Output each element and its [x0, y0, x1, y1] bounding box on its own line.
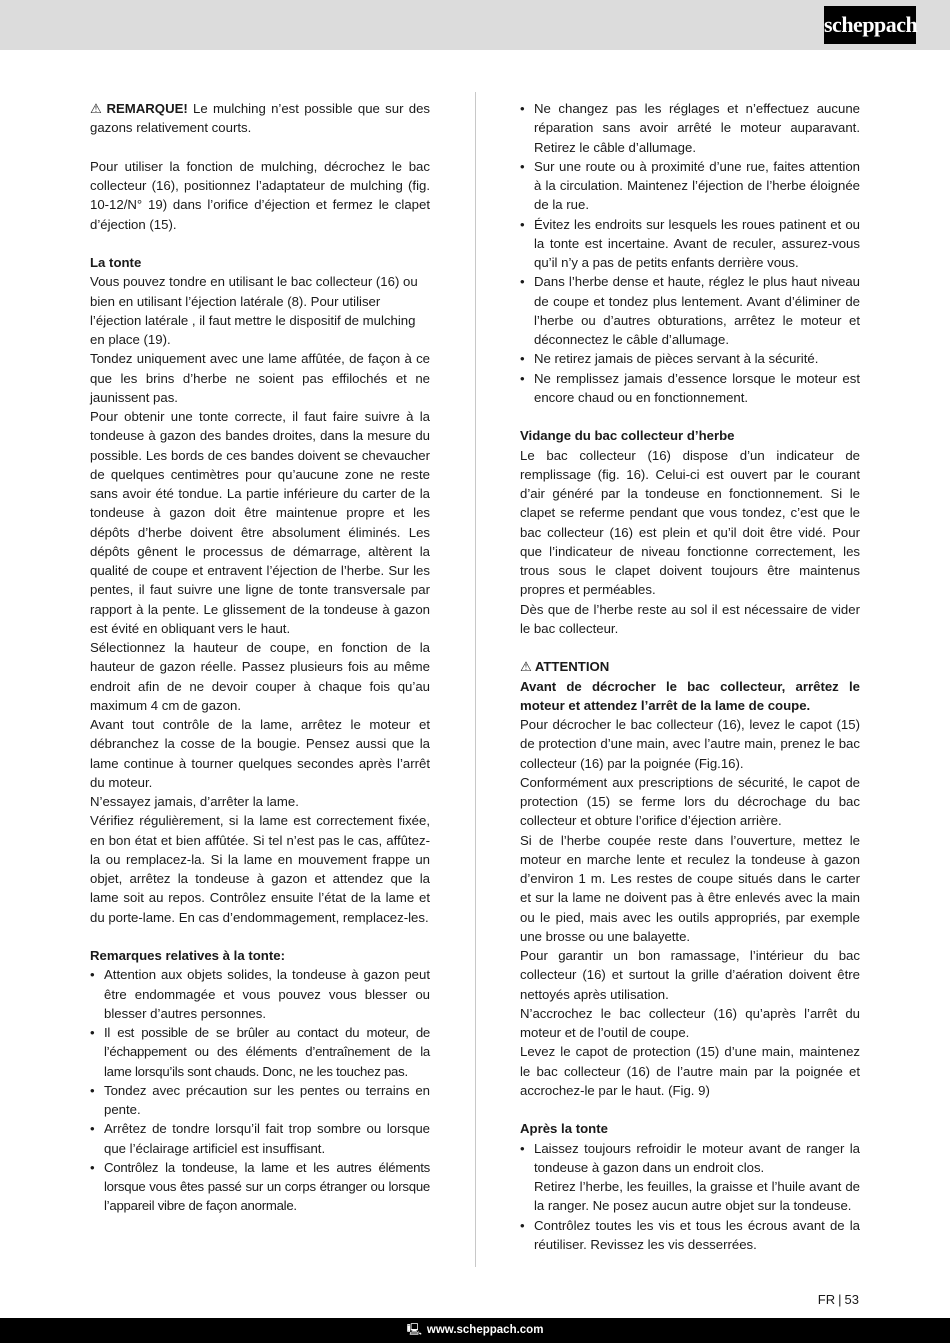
list-item: • Ne changez pas les réglages et n’effectuez aucune réparation sans avoir arrêté le moteur auparavant. Retirez le câble d’allumage.: [520, 99, 860, 157]
remarque-label: REMARQUE!: [106, 101, 188, 116]
attention-paragraph: Levez le capot de protection (15) d’une main, maintenez le bac collecteur (16) de l’autre main par la poignée et accrochez-le par le haut. (Fig. 9): [520, 1044, 860, 1098]
list-item: • Ne retirez jamais de pièces servant à la sécurité.: [520, 349, 860, 368]
left-column: [90, 99, 430, 1216]
attention-paragraph: Conformément aux prescriptions de sécurité, le capot de protection (15) se ferme lors du décrochage du bac collecteur et obture l’orifice d’éjection arrière.: [520, 774, 860, 829]
attention-paragraph: Si de l’herbe coupée reste dans l’ouverture, mettez le moteur en marche lente et reculez la tondeuse à gazon d’environ 1 m. Les restes de coupe situés dans le carter et sur la lame ne doivent pas à être enlevés avec la main ou le pied, mais avec les outils appropriés, par exemple une brosse ou une balayette.: [520, 832, 860, 944]
tonte-paragraph: Vous pouvez tondre en utilisant le bac collecteur (16) ou bien en utilisant l’éjection latérale (8). Pour utiliser l’éjection latérale , il faut mettre le dispositif de mulching en place (19).: [90, 274, 418, 347]
tonte-paragraph: Sélectionnez la hauteur de coupe, en fonction de la hauteur de gazon réelle. Passez plusieurs fois au même endroit afin de ne devoir couper à chaque fois qu’au maximum 4 cm de gazon.: [90, 640, 430, 713]
list-item: • Attention aux objets solides, la tondeuse à gazon peut être endommagée et vous pouvez vous blesser ou blesser d’autres personnes.: [90, 965, 430, 1023]
scheppach-logo: scheppach: [824, 6, 916, 44]
header-bar: [0, 0, 950, 50]
page-number-value: 53: [844, 1292, 859, 1307]
warning-icon: ⚠: [90, 101, 104, 116]
list-item: • Contrôlez la tondeuse, la lame et les autres éléments lorsque vous êtes passé sur un corps étranger ou lorsque l’appareil vibre de façon anormale.: [90, 1158, 430, 1216]
list-item: • Tondez avec précaution sur les pentes ou terrains en pente.: [90, 1081, 430, 1120]
tonte-paragraph: Tondez uniquement avec une lame affûtée, de façon à ce que les brins d’herbe ne soient pas effilochés et ne jaunissent pas.: [90, 351, 430, 405]
attention-paragraph: Pour garantir un bon ramassage, l’intérieur du bac collecteur (16) et surtout la grille d’aération doivent être nettoyés après utilisation.: [520, 948, 860, 1002]
list-item: • Ne remplissez jamais d’essence lorsque le moteur est encore chaud ou en fonctionnement.: [520, 369, 860, 408]
computer-icon: 🖳: [406, 1324, 422, 1336]
language-code: FR: [817, 1292, 836, 1307]
apres-list: [520, 1139, 860, 1255]
safety-list: [520, 99, 860, 407]
remarque-note: [90, 99, 430, 138]
separator: |: [838, 1292, 842, 1307]
footer-bar: [0, 1318, 950, 1343]
vidange-heading: Vidange du bac collecteur d’herbe: [520, 428, 735, 444]
list-item: • Contrôlez toutes les vis et tous les écrous avant de la réutiliser. Revissez les vis desserrées.: [520, 1216, 860, 1255]
attention-heading: [520, 657, 860, 676]
tonte-paragraph: Avant tout contrôle de la lame, arrêtez le moteur et débranchez la cosse de la bougie. Pensez aussi que la lame continue à tourner quelques secondes après l’arrêt du moteur.: [90, 717, 430, 790]
vidange-paragraph: Dès que de l’herbe reste au sol il est nécessaire de vider le bac collecteur.: [520, 601, 860, 636]
list-item: • Il est possible de se brûler au contact du moteur, de l’échappement ou des éléments d’entraînement de la lame lorsqu’ils sont chauds. Donc, ne les touchez pas.: [90, 1023, 430, 1081]
apres-heading: Après la tonte: [520, 1121, 608, 1137]
right-column: [520, 99, 860, 1254]
tonte-paragraph: Vérifiez régulièrement, si la lame est correctement fixée, en bon état et bien affûtée. Si tel n’est pas le cas, affûtez-la ou remplacez-la. Si la lame en mouvement frappe un objet, arrêtez la tondeuse à gazon et attendez que la lame soit au repos. Contrôlez ensuite l’état de la lame et du porte-lame. En cas d’endommagement, remplacez-les.: [90, 813, 430, 925]
list-item: • Sur une route ou à proximité d’une rue, faites attention à la circulation. Maintenez l’éjection de l’herbe éloignée de la rue.: [520, 157, 860, 215]
attention-warning: Avant de décrocher le bac collecteur, arrêtez le moteur et attendez l’arrêt de la lame de coupe.: [520, 678, 860, 713]
page-number: [818, 1292, 859, 1307]
website-link[interactable]: www.scheppach.com: [426, 1324, 544, 1336]
remarques-list: [90, 965, 430, 1215]
attention-paragraph: N’accrochez le bac collecteur (16) qu’après l’arrêt du moteur et de l’outil de coupe.: [520, 1005, 860, 1040]
warning-icon: ⚠: [520, 659, 532, 675]
attention-paragraph: Pour décrocher le bac collecteur (16), levez le capot (15) de protection d’une main, avec l’autre main, prenez le bac collecteur (16) par la poignée (Fig.16).: [520, 717, 860, 771]
tonte-paragraph: N’essayez jamais, d’arrêter la lame.: [90, 794, 299, 809]
apres-bullet-text: Retirez l’herbe, les feuilles, la graisse et l’huile avant de la ranger. Ne posez aucun autre objet sur la tondeuse.: [534, 1179, 860, 1214]
tonte-heading: La tonte: [90, 255, 142, 270]
tonte-paragraph: Pour obtenir une tonte correcte, il faut faire suivre à la tondeuse à gazon des bandes droites, dans la mesure du possible. Les bords de ces bandes doivent se chevaucher de quelques centimètres pour qu’aucune zone ne reste sans avoir été tondue. La partie inférieure du carter de la tondeuse à gazon doit être maintenue propre et les dépôts d’herbe doivent être absolument éliminés. Les dépôts gênent le processus de démarrage, altèrent la qualité de coupe et entravent l’éjection de l’herbe. Sur les pentes, il faut suivre une ligne de tonte transversale par rapport à la pente. Le glissement de la tondeuse à gazon est évité en obliquant vers le haut.: [90, 409, 430, 636]
list-item: • Arrêtez de tondre lorsqu’il fait trop sombre ou lorsque que l’éclairage artificiel est insuffisant.: [90, 1119, 430, 1158]
column-divider: [475, 92, 476, 1267]
remarques-heading: Remarques relatives à la tonte:: [90, 948, 285, 963]
list-item: • Évitez les endroits sur lesquels les roues patinent et ou la tonte est incertaine. Avant de reculer, assurez-vous qu’il n’y a pas de petits enfants derrière vous.: [520, 215, 860, 273]
remarque-text: Le mulching n’est possible que sur des gazons relativement courts.: [90, 101, 431, 136]
vidange-paragraph: Le bac collecteur (16) dispose d’un indicateur de remplissage (fig. 16). Celui-ci est ouvert par le courant d’air généré par la tondeuse en fonctionnement. Si le clapet se referme pendant que vous tondez, c’est que le bac collecteur (16) est plein et qu’il doit être vidé. Pour que l’indicateur de niveau fonctionne correctement, les trous sous le clapet doivent toujours être maintenus propres et perméables.: [520, 447, 860, 598]
apres-bullet-text: Laissez toujours refroidir le moteur avant de ranger la tondeuse à gazon dans un endroit clos.: [534, 1140, 860, 1175]
list-item: [520, 1139, 860, 1216]
list-item: • Dans l’herbe dense et haute, réglez le plus haut niveau de coupe et tondez plus lentement. Avant d’éliminer de l’herbe ou d’autres obturations, arrêtez le moteur et déconnectez le câble d’allumage.: [520, 272, 860, 349]
attention-label: ATTENTION: [534, 659, 610, 675]
mulching-paragraph: Pour utiliser la fonction de mulching, décrochez le bac collecteur (16), positionnez l’adaptateur de mulching (fig. 10-12/N° 19) dans l’orifice d’éjection et fermez le clapet d’éjection (15).: [90, 158, 430, 232]
